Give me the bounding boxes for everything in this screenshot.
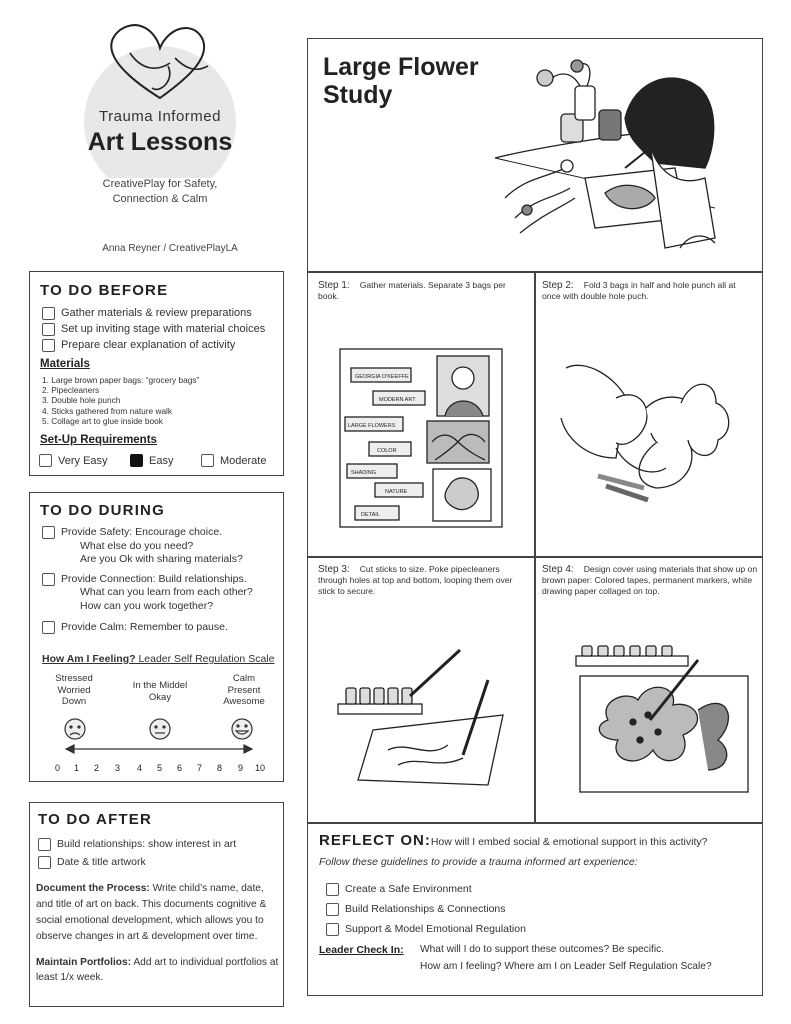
connection-line: What can you learn from each other? bbox=[80, 586, 253, 598]
scale-number: 7 bbox=[197, 763, 203, 773]
scale-mid-label: Okay bbox=[148, 691, 172, 703]
step3-painting-illustration bbox=[328, 640, 518, 800]
leader-check-in-heading: Leader Check In: bbox=[319, 944, 404, 956]
lesson-title bbox=[323, 53, 479, 109]
scale-number: 10 bbox=[255, 763, 266, 773]
board-label: COLOR bbox=[377, 448, 397, 454]
step2-hole-punch-illustration bbox=[556, 348, 746, 518]
connection-line: Provide Connection: Build relationships. bbox=[61, 572, 247, 585]
to-do-after-panel bbox=[29, 802, 284, 1007]
checkbox[interactable] bbox=[42, 323, 55, 336]
feeling-subheading: Leader Self Regulation Scale bbox=[135, 653, 275, 665]
setup-option: Easy bbox=[149, 454, 174, 467]
neutral-face-icon bbox=[150, 719, 170, 739]
material-item: 3. Double hole punch bbox=[42, 395, 121, 406]
material-item: 4. Sticks gathered from nature walk bbox=[42, 405, 173, 416]
document-text: Write child’s name, date, and title of art on back. This documents cognitive & social emotional development, which allows you to observe changes in art & development over time. bbox=[36, 883, 267, 942]
logo-tagline1: CreativePlay for Safety, bbox=[102, 178, 218, 190]
setup-moderate-checkbox[interactable] bbox=[201, 454, 214, 467]
step4-description: Design cover using materials that show up on brown paper: Colored tapes, permanent markers, white drawing paper collaged on top. bbox=[542, 564, 758, 597]
step4-text bbox=[542, 564, 758, 598]
reflect-subtitle: Follow these guidelines to provide a trauma informed art experience: bbox=[319, 856, 638, 868]
checkbox[interactable] bbox=[42, 307, 55, 320]
board-label: NATURE bbox=[385, 489, 408, 495]
logo bbox=[60, 18, 260, 238]
scale-number: 6 bbox=[177, 763, 183, 773]
portfolio-heading: Maintain Portfolios: bbox=[36, 957, 132, 968]
board-label: DETAIL bbox=[361, 512, 380, 518]
before-item: Gather materials & review preparations bbox=[61, 307, 252, 319]
scale-left-label: Worried bbox=[57, 684, 91, 696]
setup-easy-checkbox[interactable] bbox=[130, 454, 143, 467]
after-item: Date & title artwork bbox=[57, 856, 146, 868]
step2-label: Step 2: bbox=[542, 280, 574, 291]
checkbox[interactable] bbox=[326, 903, 339, 916]
before-item: Set up inviting stage with material choices bbox=[61, 323, 266, 335]
step3-label: Step 3: bbox=[318, 564, 350, 575]
document-process bbox=[36, 881, 281, 945]
scale-mid-label: In the Middel bbox=[132, 680, 188, 691]
lesson-title-line1: Large Flower bbox=[323, 53, 479, 81]
feeling-heading: How Am I Feeling? bbox=[42, 653, 136, 665]
checkbox[interactable] bbox=[38, 838, 51, 851]
setup-very-easy-checkbox[interactable] bbox=[39, 454, 52, 467]
scale-number: 3 bbox=[115, 763, 121, 773]
girl-painting-illustration bbox=[475, 48, 725, 268]
reflect-item: Build Relationships & Connections bbox=[345, 903, 506, 915]
lesson-title-line2: Study bbox=[323, 81, 393, 109]
check-in-line1: What will I do to support these outcomes? Be specific. bbox=[420, 944, 665, 955]
step1-text bbox=[318, 280, 523, 302]
checkbox[interactable] bbox=[42, 339, 55, 352]
logo-tagline2: Connection & Calm bbox=[112, 193, 208, 205]
logo-line2: Art Lessons bbox=[87, 128, 233, 156]
to-do-during-panel bbox=[29, 492, 284, 782]
reflect-heading bbox=[319, 832, 759, 850]
portfolio-text: Add art to individual portfolios at least 1/x week. bbox=[36, 957, 279, 983]
author-credit: Anna Reyner / CreativePlayLA bbox=[102, 243, 238, 254]
safety-line: Are you Ok with sharing materials? bbox=[80, 553, 243, 565]
scale-right-label: Awesome bbox=[223, 696, 265, 707]
step1-mood-board-illustration bbox=[337, 346, 507, 531]
step4-cover-design-illustration bbox=[568, 640, 768, 800]
scale-number: 4 bbox=[137, 763, 143, 773]
self-regulation-scale bbox=[30, 711, 280, 771]
material-item: 1. Large brown paper bags: “grocery bags” bbox=[42, 375, 200, 385]
material-item: 5. Collage art to glue inside book bbox=[42, 415, 163, 426]
logo-line1: Trauma Informed bbox=[99, 108, 221, 125]
reflect-title: REFLECT ON: bbox=[319, 832, 431, 849]
board-label: MODERN ART bbox=[379, 397, 416, 403]
step1-description: Gather materials. Separate 3 bags per book. bbox=[318, 280, 506, 302]
step4-label: Step 4: bbox=[542, 564, 574, 575]
after-item: Build relationships: show interest in art bbox=[57, 838, 237, 850]
scale-right-label: Calm bbox=[232, 673, 256, 684]
step1-label: Step 1: bbox=[318, 280, 350, 291]
scale-left-label: Stressed bbox=[55, 673, 93, 684]
to-do-before-panel bbox=[29, 271, 284, 476]
check-in-line2: How am I feeling? Where am I on Leader Self Regulation Scale? bbox=[420, 961, 712, 972]
checkbox[interactable] bbox=[42, 526, 55, 539]
scale-number: 0 bbox=[55, 763, 61, 773]
safety-line: Provide Safety: Encourage choice. bbox=[61, 526, 223, 538]
checkbox[interactable] bbox=[42, 573, 55, 586]
scale-number: 5 bbox=[157, 763, 163, 773]
calm-line: Provide Calm: Remember to pause. bbox=[61, 621, 228, 633]
materials-title: Materials bbox=[40, 358, 90, 370]
reflect-item: Create a Safe Environment bbox=[345, 883, 472, 895]
reflect-item: Support & Model Emotional Regulation bbox=[345, 923, 526, 935]
double-arrow-icon bbox=[66, 745, 252, 753]
checkbox[interactable] bbox=[326, 923, 339, 936]
sad-face-icon bbox=[65, 719, 85, 739]
setup-title: Set-Up Requirements bbox=[40, 434, 157, 446]
reflect-question: How will I embed social & emotional support in this activity? bbox=[430, 836, 708, 848]
happy-face-icon bbox=[232, 719, 252, 739]
board-label: LARGE FLOWERS bbox=[348, 423, 396, 429]
step2-description: Fold 3 bags in half and hole punch all at once with double hole puch. bbox=[542, 280, 736, 302]
scale-number: 2 bbox=[94, 763, 100, 773]
scale-number: 8 bbox=[217, 763, 223, 773]
document-heading: Document the Process: bbox=[36, 883, 150, 894]
checkbox[interactable] bbox=[42, 621, 55, 634]
checkbox[interactable] bbox=[326, 883, 339, 896]
step3-text bbox=[318, 564, 528, 598]
checkbox[interactable] bbox=[38, 856, 51, 869]
setup-option: Very Easy bbox=[58, 454, 108, 467]
connection-line: How can you work together? bbox=[80, 599, 214, 612]
to-do-during-title: TO DO DURING bbox=[40, 502, 165, 519]
setup-option: Moderate bbox=[220, 454, 267, 467]
safety-line: What else do you need? bbox=[80, 539, 194, 552]
scale-left-label: Down bbox=[61, 696, 87, 707]
scale-number: 1 bbox=[74, 763, 80, 773]
step3-description: Cut sticks to size. Poke pipecleaners through holes at top and bottom, looping them over stick to secure. bbox=[318, 564, 513, 597]
board-label: GEORGIA O'KEEFFE bbox=[355, 374, 409, 380]
board-label: SHADING bbox=[351, 470, 377, 476]
to-do-after-title: TO DO AFTER bbox=[38, 811, 153, 828]
step2-text bbox=[542, 280, 754, 302]
scale-number: 9 bbox=[238, 763, 244, 773]
grid-line-v bbox=[534, 271, 536, 823]
scale-numbers bbox=[55, 763, 275, 775]
maintain-portfolios bbox=[36, 955, 281, 985]
before-item: Prepare clear explanation of activity bbox=[61, 339, 236, 351]
to-do-before-title: TO DO BEFORE bbox=[40, 282, 169, 299]
scale-right-label: Present bbox=[227, 684, 261, 696]
material-item: 2. Pipecleaners bbox=[42, 385, 100, 396]
